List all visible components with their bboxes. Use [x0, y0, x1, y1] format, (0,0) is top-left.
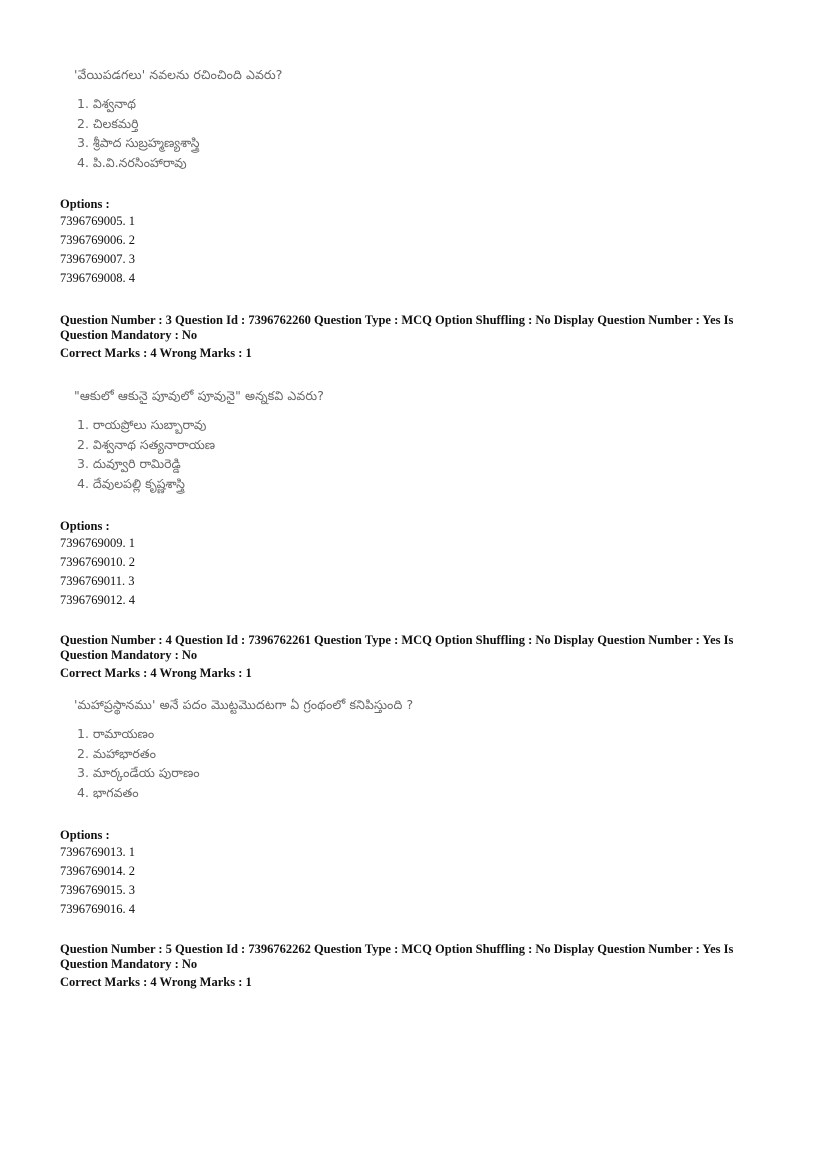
options-label: Options :: [60, 519, 110, 533]
question-marks: Correct Marks : 4 Wrong Marks : 1: [60, 346, 252, 360]
question-option: 1. రామాయణం: [77, 726, 155, 741]
question-text: 'మహాప్రస్థానము' అనే పదం మొట్టమొదటగా ఏ గ్రంథంలో కనిపిస్తుంది ?: [74, 697, 414, 712]
question-meta-line: Question Number : 4 Question Id : 7396762261 Question Type : MCQ Option Shuffling : No Display Question Number : Yes Is: [60, 633, 734, 647]
options-label: Options :: [60, 197, 110, 211]
question-option: 4. దేవులపల్లి కృష్ణశాస్త్రి: [77, 475, 185, 491]
option-row: 7396769006. 2: [60, 233, 135, 247]
question-marks: Correct Marks : 4 Wrong Marks : 1: [60, 975, 252, 989]
question-option: 1. విశ్వనాథ: [77, 96, 136, 111]
question-marks: Correct Marks : 4 Wrong Marks : 1: [60, 666, 252, 680]
question-option: 2. మహాభారతం: [77, 745, 156, 761]
question-meta-line: Question Number : 5 Question Id : 7396762262 Question Type : MCQ Option Shuffling : No Display Question Number : Yes Is: [60, 942, 734, 956]
question-mandatory: Question Mandatory : No: [60, 957, 198, 971]
question-meta: [60, 313, 760, 361]
question-option: 3. శ్రీపాద సుబ్రహ్మణ్యశాస్త్రి: [77, 135, 200, 150]
question-text: 'వేయిపడగలు' నవలను రచించింది ఎవరు?: [74, 67, 283, 82]
options-block: [60, 827, 135, 919]
question-meta: [60, 633, 760, 681]
question-meta: [60, 942, 760, 990]
question-option: 2. చిలకమర్తి: [77, 115, 139, 131]
option-row: 7396769014. 2: [60, 864, 135, 878]
option-row: 7396769005. 1: [60, 214, 135, 228]
option-row: 7396769012. 4: [60, 593, 135, 607]
question-option: 1. రాయప్రోలు సుబ్బారావు: [77, 417, 207, 432]
question-option: 4. భాగవతం: [77, 784, 139, 800]
question-option: 4. పి.వి.నరసింహారావు: [77, 154, 187, 170]
option-row: 7396769009. 1: [60, 536, 135, 550]
option-row: 7396769010. 2: [60, 555, 135, 569]
options-block: [60, 196, 135, 288]
option-row: 7396769016. 4: [60, 902, 135, 916]
question-mandatory: Question Mandatory : No: [60, 328, 198, 342]
question-option: 3. మార్కండేయ పురాణం: [77, 765, 200, 780]
option-row: 7396769011. 3: [60, 574, 135, 588]
question-image: [74, 696, 413, 802]
option-row: 7396769007. 3: [60, 252, 135, 266]
question-option-list: [77, 415, 324, 493]
question-text: "ఆకులో ఆకునై పూవులో పూవునై" అన్నకవి ఎవరు?: [74, 388, 324, 403]
question-option: 3. దువ్వూరి రామిరెడ్డి: [77, 456, 181, 471]
option-row: 7396769015. 3: [60, 883, 135, 897]
question-option: 2. విశ్వనాథ సత్యనారాయణ: [77, 436, 216, 452]
option-row: 7396769013. 1: [60, 845, 135, 859]
question-mandatory: Question Mandatory : No: [60, 648, 198, 662]
options-block: [60, 518, 135, 610]
question-meta-line: Question Number : 3 Question Id : 7396762260 Question Type : MCQ Option Shuffling : No Display Question Number : Yes Is: [60, 313, 734, 327]
question-image: [74, 387, 324, 493]
option-row: 7396769008. 4: [60, 271, 135, 285]
question-option-list: [77, 94, 283, 172]
question-option-list: [77, 724, 413, 802]
question-image: [74, 66, 283, 172]
options-label: Options :: [60, 828, 110, 842]
